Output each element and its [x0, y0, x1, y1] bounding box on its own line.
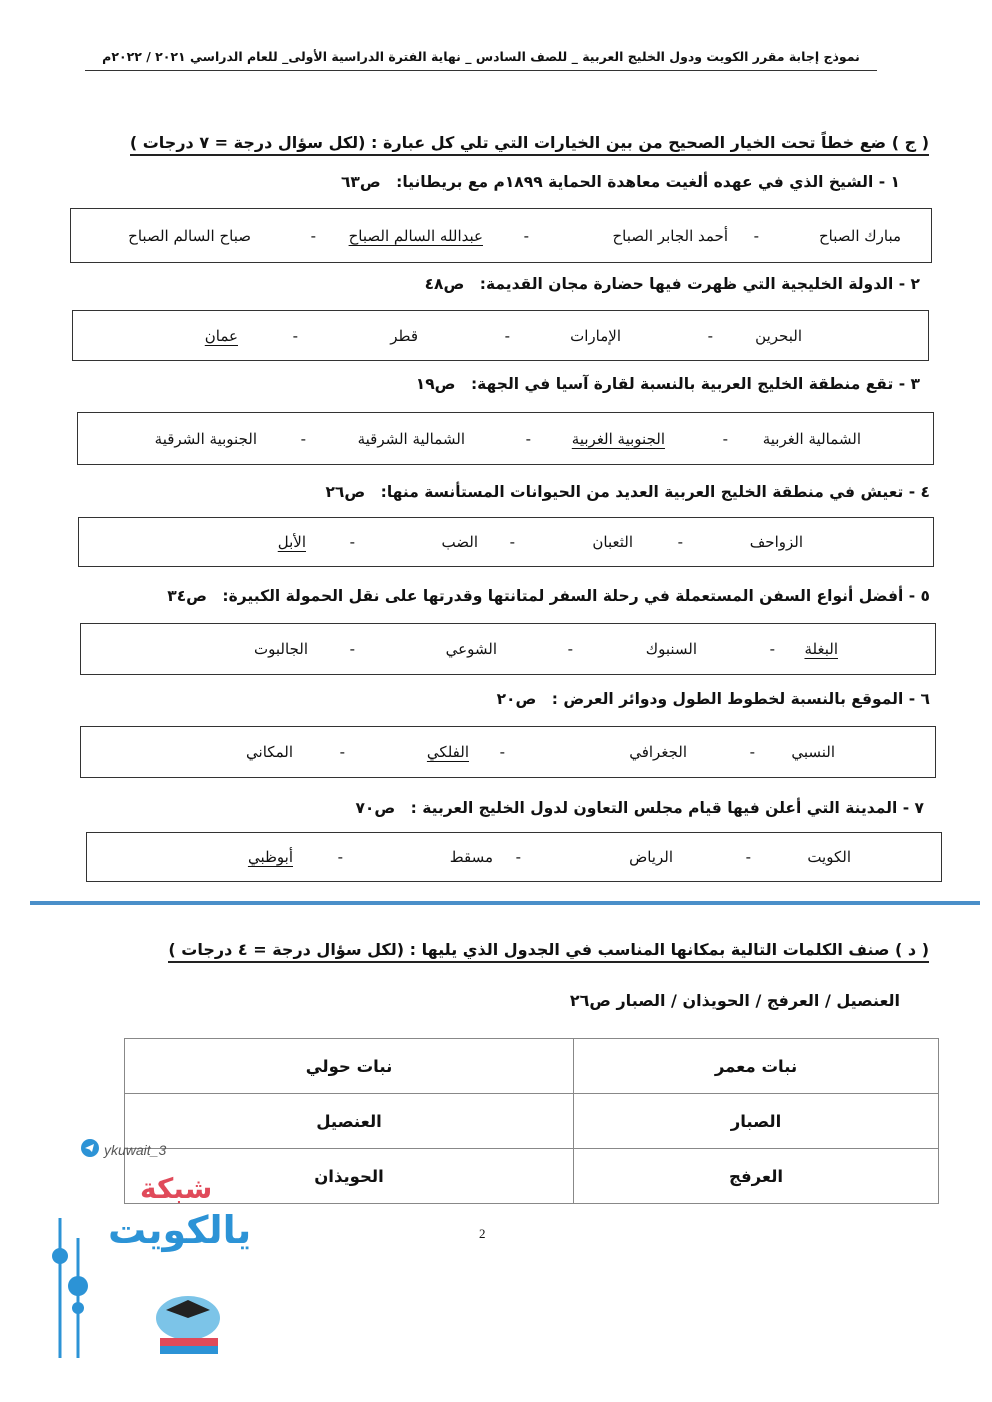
option[interactable]: صباح السالم الصباح [128, 226, 251, 245]
separator: - [337, 848, 343, 866]
page-ref: ص٢٠ [496, 690, 537, 708]
page-ref: ص٢٦ [325, 483, 366, 501]
question-1 [341, 173, 900, 191]
question-5 [167, 587, 930, 605]
page-header: نموذج إجابة مقرر الكويت ودول الخليج العربية _ للصف السادس _ نهاية الفترة الدراسية الأولى_ للعام الدراسي ٢٠٢١ / ٢٠٢٢م [85, 49, 877, 71]
option[interactable]: أحمد الجابر الصباح [612, 226, 728, 245]
word-list: العنصيل / العرفج / الحويذان / الصبار ص٢٦ [569, 991, 900, 1010]
separator: - [525, 429, 531, 448]
separator: - [339, 743, 345, 761]
separator: - [769, 640, 775, 658]
separator: - [292, 326, 298, 345]
option[interactable]: الإمارات [570, 326, 621, 345]
option-correct[interactable]: الفلكي [426, 743, 469, 761]
page-ref: ص٦٣ [340, 173, 381, 191]
options-box-6 [80, 726, 936, 778]
question-text: الموقع بالنسبة لخطوط الطول ودوائر العرض : [551, 690, 904, 708]
question-7 [355, 799, 924, 817]
option[interactable]: البحرين [755, 326, 802, 345]
separator: - [349, 640, 355, 658]
question-4 [325, 483, 930, 501]
page-number: 2 [479, 1226, 486, 1241]
telegram-icon [80, 1138, 100, 1162]
options-box-1 [70, 208, 932, 263]
option[interactable]: السنبوك [645, 640, 697, 658]
option[interactable]: الشمالية الشرقية [357, 429, 465, 448]
page-ref: ص٣٤ [167, 587, 208, 605]
option[interactable]: النسبي [791, 743, 835, 761]
option[interactable]: الشوعي [445, 640, 497, 658]
separator: - [677, 533, 683, 551]
separator: - [300, 429, 306, 448]
options-box-7 [86, 832, 942, 882]
question-text: تقع منطقة الخليج العربية بالنسبة لقارة آسيا في الجهة: [470, 375, 894, 393]
options-box-2 [72, 310, 929, 361]
separator: - [310, 226, 316, 245]
question-6 [497, 690, 930, 708]
option[interactable]: الضب [441, 533, 478, 551]
question-number: ١ - [878, 173, 900, 191]
kuwait-towers-icon [48, 1198, 258, 1372]
separator: - [567, 640, 573, 658]
separator: - [515, 848, 521, 866]
section-divider [30, 901, 980, 905]
question-text: المدينة التي أعلن فيها قيام مجلس التعاون لدول الخليج العربية : [410, 799, 898, 817]
option-correct[interactable]: عبدالله السالم الصباح [348, 226, 483, 245]
separator: - [504, 326, 510, 345]
separator: - [523, 226, 529, 245]
option[interactable]: مسقط [449, 848, 493, 866]
option[interactable]: الرياض [629, 848, 673, 866]
option[interactable]: الزواحف [749, 533, 803, 551]
question-number: ٢ - [898, 275, 920, 293]
table-cell: العرفج [574, 1149, 939, 1204]
separator: - [749, 743, 755, 761]
question-number: ٥ - [908, 587, 930, 605]
page-ref: ص٤٨ [424, 275, 465, 293]
question-text: أفضل أنواع السفن المستعملة في رحلة السفر لمتانتها وقدرتها على نقل الحمولة الكبيرة: [222, 587, 904, 605]
table-cell: العنصيل [125, 1094, 574, 1149]
option[interactable]: قطر [390, 326, 418, 345]
column-header-annual: نبات حولي [125, 1039, 574, 1094]
separator: - [745, 848, 751, 866]
question-text: الدولة الخليجية التي ظهرت فيها حضارة مجان القديمة: [479, 275, 894, 293]
question-number: ٣ - [898, 375, 920, 393]
question-number: ٧ - [902, 799, 924, 817]
question-number: ٦ - [908, 690, 930, 708]
question-2 [425, 275, 920, 293]
options-box-3 [77, 412, 934, 465]
question-3 [416, 375, 920, 393]
question-text: الشيخ الذي في عهده ألغيت معاهدة الحماية ١٨٩٩م مع بريطانيا: [396, 173, 874, 191]
section-d-title: ( د ) صنف الكلمات التالية بمكانها المناسب في الجدول الذي يليها : (لكل سؤال درجة = ٤ درجات ) [168, 940, 929, 963]
option-correct[interactable]: عمان [204, 326, 238, 345]
option[interactable]: المكاني [246, 743, 293, 761]
page-ref: ص١٩ [415, 375, 456, 393]
question-number: ٤ - [908, 483, 930, 501]
option[interactable]: الشمالية الغربية [762, 429, 861, 448]
separator: - [707, 326, 713, 345]
table-row [125, 1149, 939, 1204]
table-row [125, 1094, 939, 1149]
separator: - [349, 533, 355, 551]
separator: - [722, 429, 728, 448]
option[interactable]: الجالبوت [254, 640, 308, 658]
page-ref: ص٧٠ [355, 799, 396, 817]
watermark-subtitle: يالكويت [108, 1208, 252, 1252]
question-text: تعيش في منطقة الخليج العربية العديد من الحيوانات المستأنسة منها: [380, 483, 904, 501]
table-cell: الصبار [574, 1094, 939, 1149]
section-c-title: ( ج ) ضع خطاً تحت الخيار الصحيح من بين الخيارات التي تلي كل عبارة : (لكل سؤال درجة = ٧ درجات ) [130, 133, 929, 156]
separator: - [509, 533, 515, 551]
option[interactable]: الكويت [807, 848, 851, 866]
watermark-title: شبكة [140, 1172, 213, 1205]
option-correct[interactable]: الجنوبية الغربية [571, 429, 665, 448]
classification-table [124, 1038, 939, 1204]
column-header-perennial: نبات معمر [574, 1039, 939, 1094]
separator: - [499, 743, 505, 761]
option[interactable]: الجنوبية الشرقية [154, 429, 257, 448]
options-box-4 [78, 517, 934, 567]
option-correct[interactable]: البغلة [804, 640, 838, 658]
table-cell: الحويذان [125, 1149, 574, 1204]
watermark-handle: ykuwait_3 [80, 1138, 166, 1162]
option[interactable]: مبارك الصباح [818, 226, 901, 245]
option[interactable]: الجغرافي [629, 743, 687, 761]
option[interactable]: الثعبان [592, 533, 633, 551]
option-correct[interactable]: أبوظبي [247, 848, 293, 866]
separator: - [753, 226, 759, 245]
option-correct[interactable]: الأبل [277, 533, 306, 551]
options-box-5 [80, 623, 936, 675]
table-header-row [125, 1039, 939, 1094]
